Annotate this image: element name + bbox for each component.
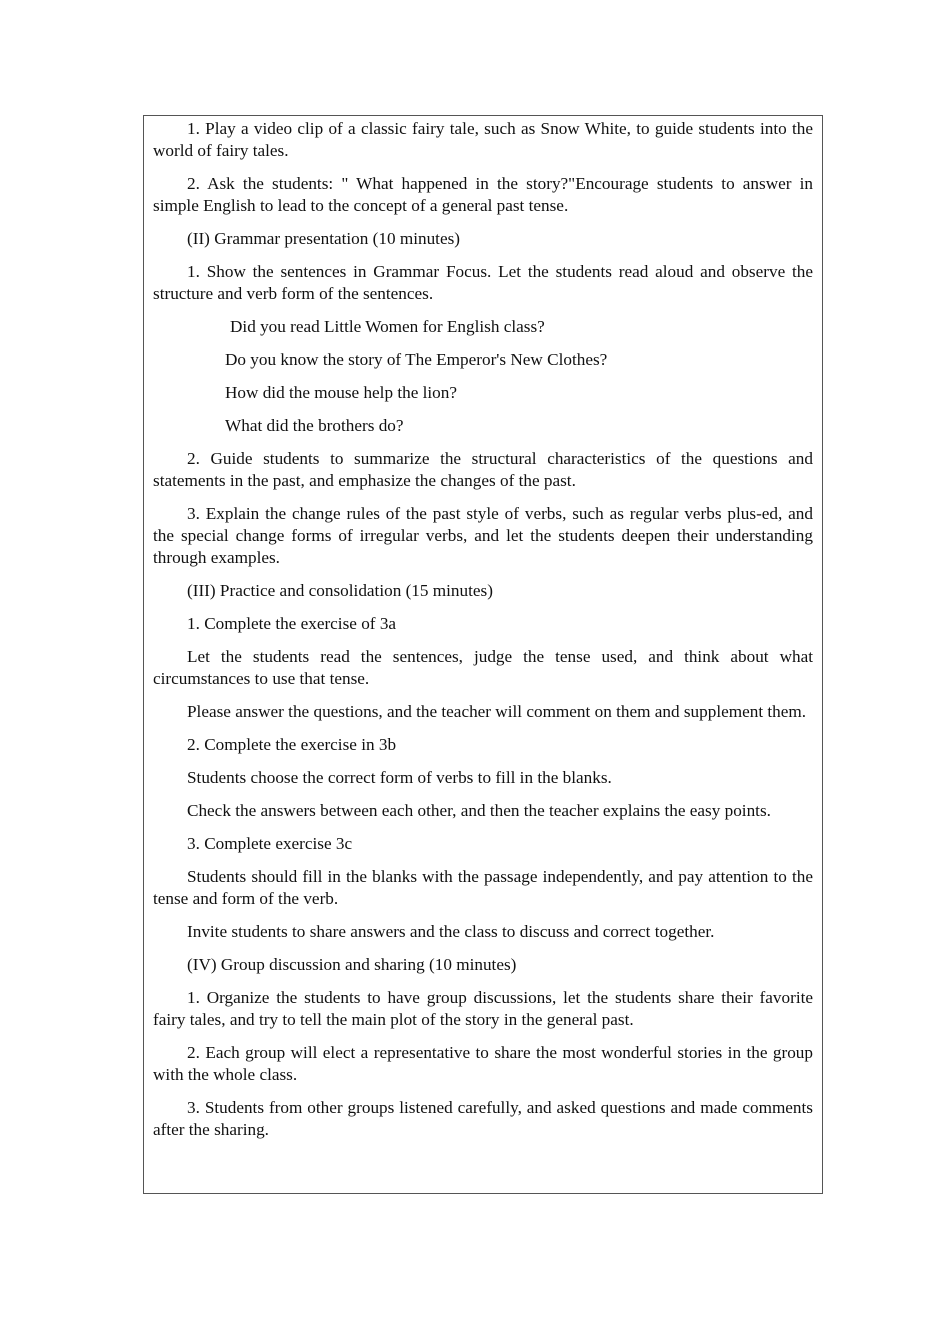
paragraph-invite-share: Invite students to share answers and the class to discuss and correct together. bbox=[187, 922, 715, 941]
lesson-plan-table-cell bbox=[143, 115, 823, 1194]
paragraph-check-answers: Check the answers between each other, and then the teacher explains the easy points. bbox=[187, 801, 771, 820]
paragraph-show-sentences: 1. Show the sentences in Grammar Focus. Let the students read aloud and observe the structure and verb form of the sentences. bbox=[153, 262, 813, 303]
paragraph-answer-questions: Please answer the questions, and the teacher will comment on them and supplement them. bbox=[187, 702, 807, 721]
paragraph-fill-blanks: Students should fill in the blanks with the passage independently, and pay attention to the tense and form of the verb. bbox=[153, 867, 813, 908]
paragraph-read-sentences: Let the students read the sentences, judge the tense used, and think about what circumstances to use that tense. bbox=[153, 647, 813, 688]
section-heading-grammar-presentation: (II) Grammar presentation (10 minutes) bbox=[187, 229, 460, 248]
section-heading-practice: (III) Practice and consolidation (15 minutes) bbox=[187, 581, 493, 600]
subheading-exercise-3b: 2. Complete the exercise in 3b bbox=[187, 735, 397, 754]
paragraph-choose-verbs: Students choose the correct form of verbs to fill in the blanks. bbox=[187, 768, 612, 787]
example-sentence: How did the mouse help the lion? bbox=[225, 383, 457, 402]
paragraph-guide-summarize: 2. Guide students to summarize the structural characteristics of the questions and statements in the past, and emphasize the changes of the past. bbox=[153, 449, 813, 490]
example-sentence: What did the brothers do? bbox=[225, 416, 404, 435]
paragraph-step-play-video: 1. Play a video clip of a classic fairy tale, such as Snow White, to guide students into the world of fairy tales. bbox=[153, 119, 813, 160]
paragraph-other-groups: 3. Students from other groups listened carefully, and asked questions and made comments after the sharing. bbox=[153, 1098, 813, 1139]
paragraph-step-ask-students: 2. Ask the students: " What happened in the story?"Encourage students to answer in simple English to lead to the concept of a general past tense. bbox=[153, 174, 813, 215]
example-sentence: Did you read Little Women for English class? bbox=[230, 317, 545, 336]
example-sentence: Do you know the story of The Emperor's New Clothes? bbox=[225, 350, 608, 369]
subheading-exercise-3c: 3. Complete exercise 3c bbox=[187, 834, 353, 853]
paragraph-explain-rules: 3. Explain the change rules of the past style of verbs, such as regular verbs plus-ed, and the special change forms of irregular verbs, and let the students deepen their understanding through examples. bbox=[153, 504, 813, 567]
paragraph-elect-representative: 2. Each group will elect a representative to share the most wonderful stories in the group with the whole class. bbox=[153, 1043, 813, 1084]
section-heading-group-discussion: (IV) Group discussion and sharing (10 minutes) bbox=[187, 955, 517, 974]
paragraph-organize-groups: 1. Organize the students to have group discussions, let the students share their favorite fairy tales, and try to tell the main plot of the story in the general past. bbox=[153, 988, 813, 1029]
subheading-exercise-3a: 1. Complete the exercise of 3a bbox=[187, 614, 397, 633]
